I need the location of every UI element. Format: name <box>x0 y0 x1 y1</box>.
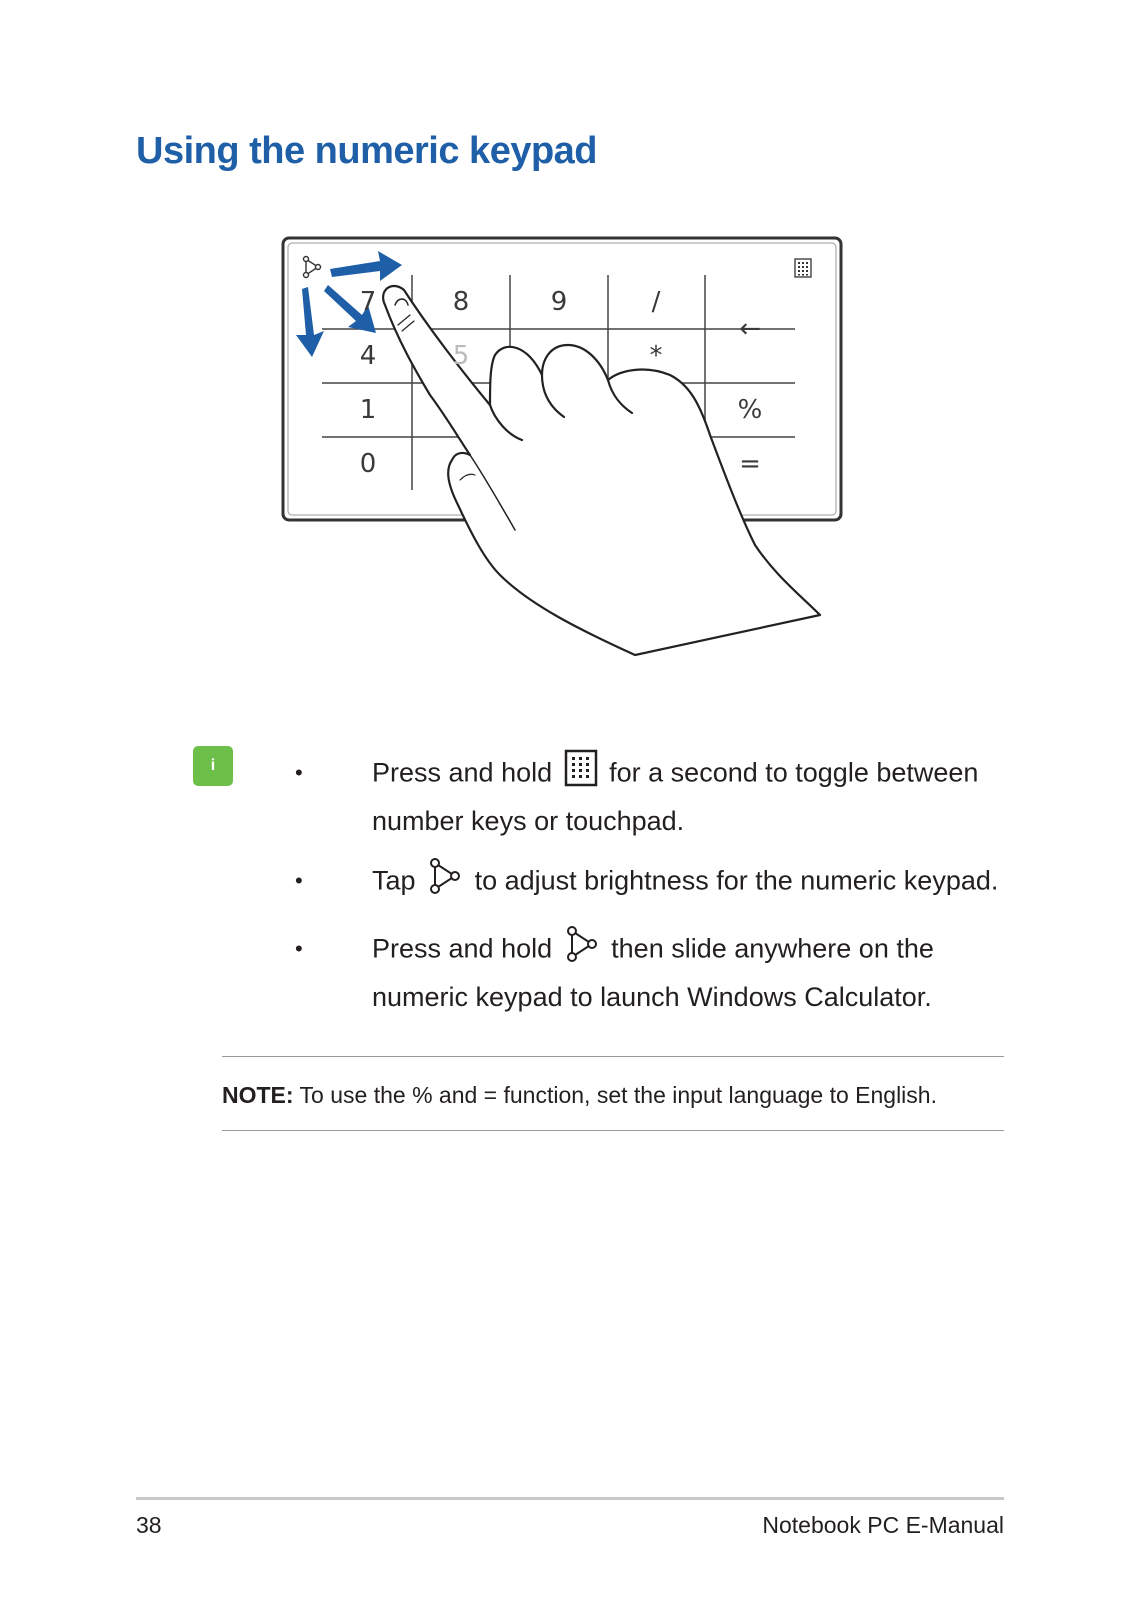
divider <box>222 1056 1004 1057</box>
keypad-toggle-icon <box>564 749 598 800</box>
note <box>222 1082 937 1109</box>
item-text-after: for a second to toggle between number keys or touchpad. <box>372 757 979 836</box>
note-label: NOTE: <box>222 1082 294 1108</box>
bullet-marker: • <box>295 760 303 785</box>
key-percent: % <box>737 395 763 425</box>
key-4: 4 <box>359 341 377 371</box>
page-title: Using the numeric keypad <box>136 130 598 172</box>
page-number: 38 <box>136 1512 162 1538</box>
item-text-before: Press and hold <box>372 933 553 964</box>
key-7: 7 <box>359 287 377 317</box>
bullet-marker: • <box>295 936 303 961</box>
footer-divider <box>136 1497 1004 1500</box>
key-backspace: ← <box>739 314 761 344</box>
keypad-illustration <box>280 235 860 675</box>
tip-icon: i <box>193 746 233 786</box>
note-text: To use the % and = function, set the input language to English. <box>299 1082 937 1108</box>
item-text-after: then slide anywhere on the numeric keypad to launch Windows Calculator. <box>372 933 934 1012</box>
key-1: 1 <box>359 395 377 425</box>
key-8: 8 <box>452 287 470 317</box>
list-item <box>372 925 1012 1019</box>
brightness-triangle-icon <box>564 925 600 976</box>
item-text-before: Tap <box>372 865 416 896</box>
key-0: 0 <box>359 449 377 479</box>
document-name: Notebook PC E-Manual <box>762 1512 1004 1538</box>
divider <box>222 1130 1004 1131</box>
item-text-after: to adjust brightness for the numeric keypad. <box>474 865 999 896</box>
key-multiply: * <box>649 341 663 371</box>
list-item <box>372 857 1012 908</box>
bullet-marker: • <box>295 868 303 893</box>
list-item <box>372 749 1012 843</box>
key-9: 9 <box>550 287 568 317</box>
key-equals: = <box>739 449 761 479</box>
key-divide: / <box>651 287 661 317</box>
item-text-before: Press and hold <box>372 757 553 788</box>
brightness-triangle-icon <box>427 857 463 908</box>
key-5: 5 <box>452 341 470 371</box>
